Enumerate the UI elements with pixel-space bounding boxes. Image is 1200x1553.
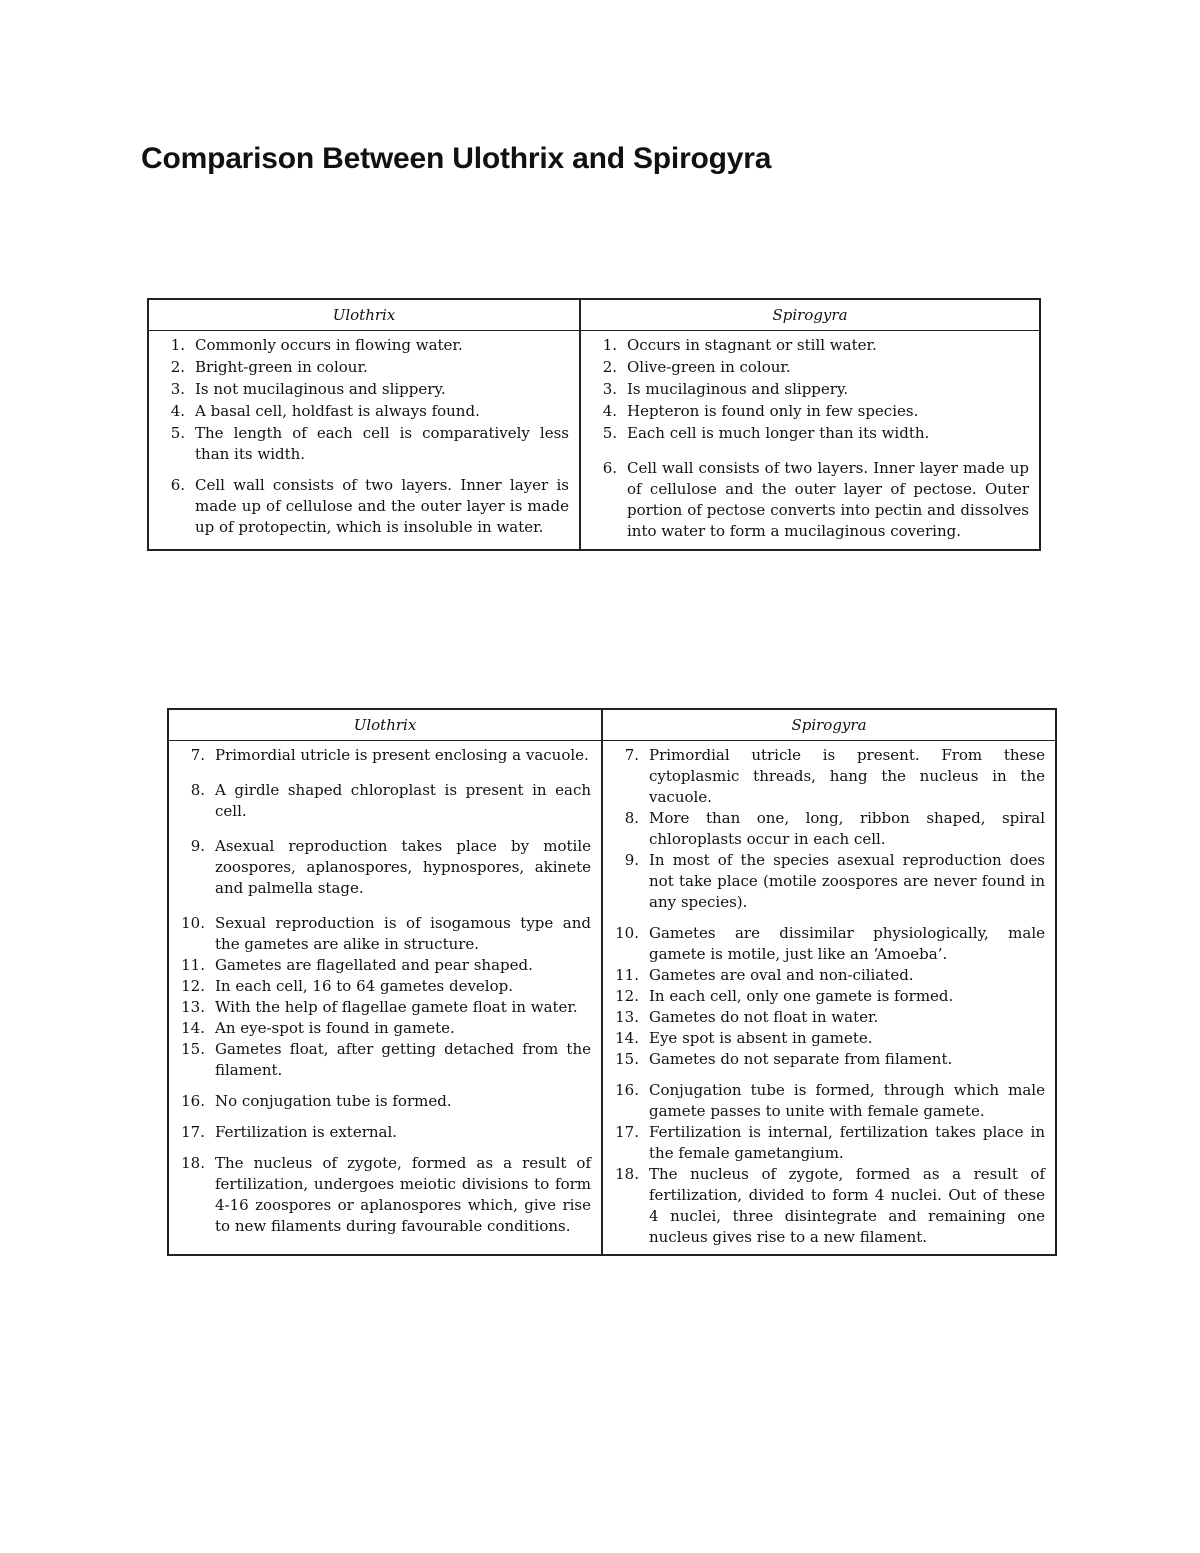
- list-item: [179, 997, 591, 1018]
- header-ulothrix: Ulothrix: [148, 299, 580, 331]
- item-text: Commonly occurs in flowing water.: [195, 336, 463, 354]
- comparison-table-1: [147, 298, 1041, 551]
- item-text: Fertilization is internal, fertilization takes place in the female gametangium.: [649, 1123, 1045, 1162]
- item-text: Is not mucilaginous and slippery.: [195, 380, 446, 398]
- item-number: 4.: [170, 402, 185, 420]
- item-number: 18.: [181, 1154, 205, 1172]
- list-item: [613, 850, 1045, 913]
- item-text: The nucleus of zygote, formed as a result of fertilization, divided to form 4 nuclei. Out of these 4 nuclei, three disintegrate and remaining one nucleus gives rise to a new filament.: [649, 1165, 1045, 1246]
- list-item: [179, 976, 591, 997]
- item-number: 2.: [170, 358, 185, 376]
- item-text: Cell wall consists of two layers. Inner layer is made up of cellulose and the outer layer is made up of protopectin, which is insoluble in water.: [195, 476, 569, 536]
- item-number: 17.: [181, 1123, 205, 1141]
- item-text: In most of the species asexual reproduction does not take place (motile zoospores are never found in any species).: [649, 851, 1045, 911]
- item-number: 5.: [170, 424, 185, 442]
- list-item: [159, 357, 569, 378]
- list-item: [613, 965, 1045, 986]
- page-title: Comparison Between Ulothrix and Spirogyra: [141, 142, 772, 175]
- item-number: 4.: [602, 402, 617, 420]
- list-item: [613, 1049, 1045, 1070]
- item-number: 11.: [181, 956, 205, 974]
- item-text: Asexual reproduction takes place by motile zoospores, aplanospores, hypnospores, akinete and palmella stage.: [215, 837, 591, 897]
- item-text: Each cell is much longer than its width.: [627, 424, 930, 442]
- list-item: [613, 923, 1045, 965]
- spirogyra-column: [602, 741, 1056, 1256]
- item-text: A girdle shaped chloroplast is present in each cell.: [215, 781, 591, 820]
- item-number: 16.: [615, 1081, 639, 1099]
- item-text: Bright-green in colour.: [195, 358, 368, 376]
- list-item: [591, 379, 1029, 400]
- item-text: The length of each cell is comparatively less than its width.: [195, 424, 569, 463]
- spirogyra-list: [613, 745, 1045, 1248]
- header-ulothrix: Ulothrix: [168, 709, 602, 741]
- list-item: [179, 1039, 591, 1081]
- item-number: 1.: [602, 336, 617, 354]
- item-text: Conjugation tube is formed, through which male gamete passes to unite with female gamete.: [649, 1081, 1045, 1120]
- item-text: With the help of flagellae gamete float in water.: [215, 998, 578, 1016]
- ulothrix-list: [179, 745, 591, 1237]
- list-item: [179, 913, 591, 955]
- header-spirogyra: Spirogyra: [602, 709, 1056, 741]
- list-item: [613, 1007, 1045, 1028]
- list-item: [613, 986, 1045, 1007]
- list-item: [179, 1122, 591, 1143]
- item-text: Gametes do not float in water.: [649, 1008, 879, 1026]
- item-number: 1.: [170, 336, 185, 354]
- item-text: Gametes are flagellated and pear shaped.: [215, 956, 533, 974]
- item-number: 6.: [170, 476, 185, 494]
- item-number: 9.: [190, 837, 205, 855]
- ulothrix-list: [159, 335, 569, 538]
- item-text: No conjugation tube is formed.: [215, 1092, 452, 1110]
- item-text: Sexual reproduction is of isogamous type and the gametes are alike in structure.: [215, 914, 591, 953]
- item-text: Occurs in stagnant or still water.: [627, 336, 877, 354]
- spirogyra-column: [580, 331, 1040, 551]
- item-text: The nucleus of zygote, formed as a result of fertilization, undergoes meiotic divisions to form 4-16 zoospores or aplanospores which, give rise to new filaments during favourable conditions.: [215, 1154, 591, 1235]
- item-number: 3.: [170, 380, 185, 398]
- list-item: [613, 808, 1045, 850]
- item-number: 12.: [615, 987, 639, 1005]
- comparison-table-2: [167, 708, 1057, 1256]
- list-item: [159, 335, 569, 356]
- item-text: Gametes are dissimilar physiologically, male gamete is motile, just like an ‘Amoeba’.: [649, 924, 1045, 963]
- item-number: 2.: [602, 358, 617, 376]
- item-number: 15.: [615, 1050, 639, 1068]
- item-text: An eye-spot is found in gamete.: [215, 1019, 455, 1037]
- item-number: 10.: [615, 924, 639, 942]
- ulothrix-column: [148, 331, 580, 551]
- spirogyra-list: [591, 335, 1029, 542]
- item-text: Hepteron is found only in few species.: [627, 402, 919, 420]
- item-text: Olive-green in colour.: [627, 358, 791, 376]
- item-number: 13.: [181, 998, 205, 1016]
- list-item: [159, 379, 569, 400]
- list-item: [179, 780, 591, 822]
- list-item: [591, 458, 1029, 542]
- list-item: [613, 745, 1045, 808]
- list-item: [613, 1164, 1045, 1248]
- item-number: 5.: [602, 424, 617, 442]
- list-item: [613, 1028, 1045, 1049]
- item-text: Eye spot is absent in gamete.: [649, 1029, 873, 1047]
- item-number: 8.: [190, 781, 205, 799]
- list-item: [159, 475, 569, 538]
- item-number: 10.: [181, 914, 205, 932]
- item-number: 8.: [624, 809, 639, 827]
- ulothrix-column: [168, 741, 602, 1256]
- list-item: [159, 401, 569, 422]
- item-text: In each cell, only one gamete is formed.: [649, 987, 954, 1005]
- item-number: 7.: [190, 746, 205, 764]
- item-number: 12.: [181, 977, 205, 995]
- header-spirogyra: Spirogyra: [580, 299, 1040, 331]
- item-text: A basal cell, holdfast is always found.: [195, 402, 480, 420]
- list-item: [591, 423, 1029, 444]
- list-item: [613, 1122, 1045, 1164]
- list-item: [613, 1080, 1045, 1122]
- list-item: [179, 1091, 591, 1112]
- item-number: 15.: [181, 1040, 205, 1058]
- item-number: 14.: [615, 1029, 639, 1047]
- list-item: [179, 836, 591, 899]
- item-text: In each cell, 16 to 64 gametes develop.: [215, 977, 513, 995]
- item-text: Gametes are oval and non-ciliated.: [649, 966, 914, 984]
- item-text: Primordial utricle is present. From these cytoplasmic threads, hang the nucleus in the vacuole.: [649, 746, 1045, 806]
- item-number: 18.: [615, 1165, 639, 1183]
- item-text: Fertilization is external.: [215, 1123, 398, 1141]
- item-text: Is mucilaginous and slippery.: [627, 380, 849, 398]
- item-number: 11.: [615, 966, 639, 984]
- list-item: [591, 401, 1029, 422]
- item-number: 16.: [181, 1092, 205, 1110]
- item-number: 14.: [181, 1019, 205, 1037]
- item-text: Cell wall consists of two layers. Inner layer made up of cellulose and the outer layer of pectose. Outer portion of pectose converts into pectin and dissolves into water to form a mucilaginous covering.: [627, 459, 1029, 540]
- item-number: 7.: [624, 746, 639, 764]
- item-text: Gametes do not separate from filament.: [649, 1050, 953, 1068]
- item-text: Primordial utricle is present enclosing a vacuole.: [215, 746, 589, 764]
- list-item: [179, 1153, 591, 1237]
- item-number: 9.: [624, 851, 639, 869]
- item-number: 17.: [615, 1123, 639, 1141]
- list-item: [159, 423, 569, 465]
- list-item: [591, 335, 1029, 356]
- list-item: [179, 1018, 591, 1039]
- item-text: Gametes float, after getting detached from the filament.: [215, 1040, 591, 1079]
- list-item: [179, 745, 591, 766]
- item-number: 3.: [602, 380, 617, 398]
- item-number: 6.: [602, 459, 617, 477]
- item-number: 13.: [615, 1008, 639, 1026]
- item-text: More than one, long, ribbon shaped, spiral chloroplasts occur in each cell.: [649, 809, 1045, 848]
- list-item: [591, 357, 1029, 378]
- list-item: [179, 955, 591, 976]
